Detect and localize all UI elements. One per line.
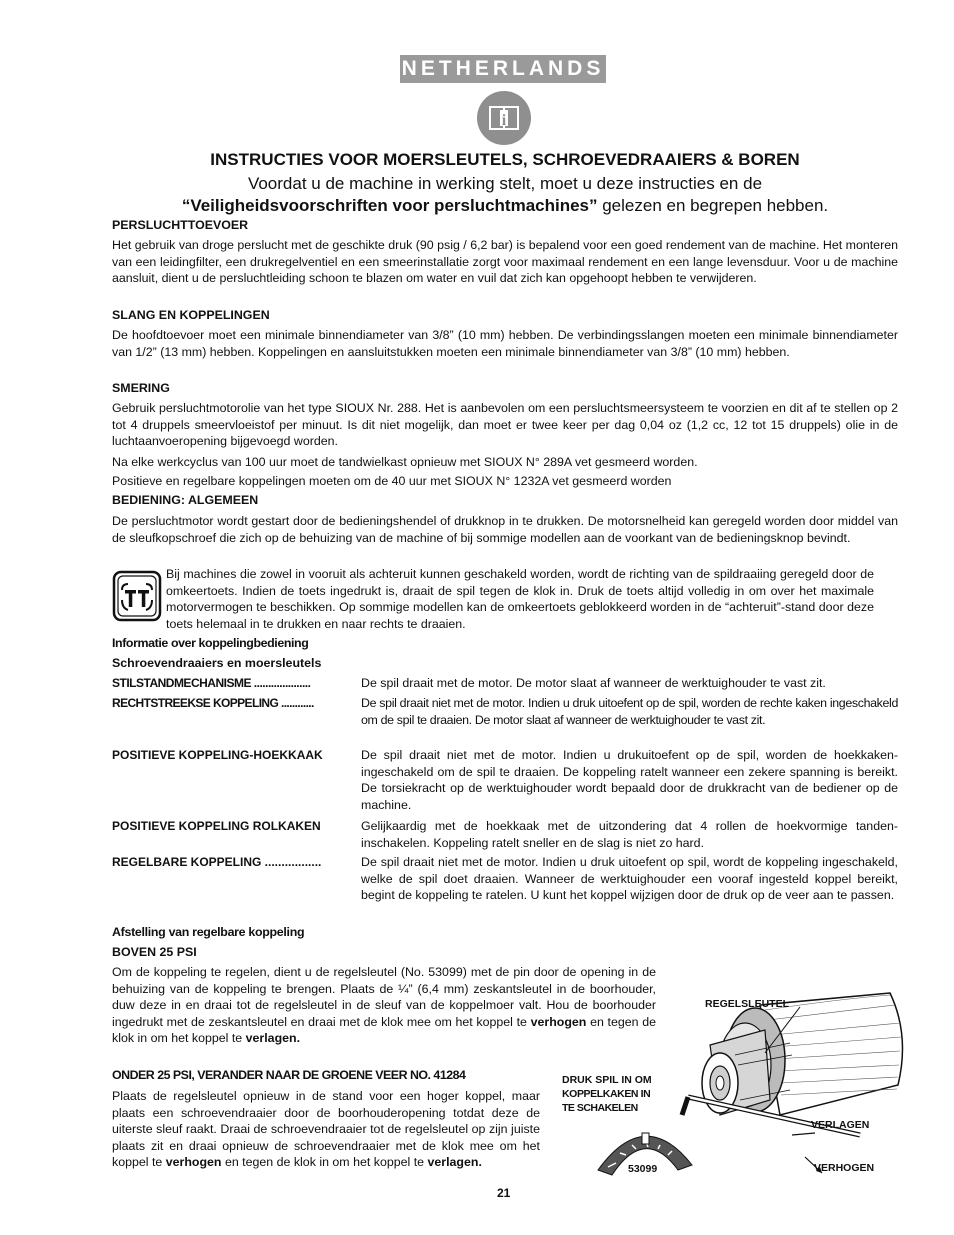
section-title-operation: BEDIENING: ALGEMEEN — [112, 493, 259, 507]
clutch-info-title: Informatie over koppelingbediening — [112, 636, 309, 650]
section-text-lube-2: Na elke werkcyclus van 100 uur moet de tandwielkast opnieuw met SIOUX N° 289A vet gesmeerd worden. — [112, 455, 698, 469]
adjust-below-text — [112, 1088, 540, 1171]
clutch-text-stall: De spil draait met de motor. De motor slaat af wanneer de werktuighouder te vast zit. — [361, 676, 826, 690]
clutch-text-adjustable: De spil draait niet met de motor. Indien u druk uitoefent op spil, wordt de koppeling ingeschakeld, welke de spil doet draaien. Wanneer de werktuighouder een vooraf ingesteld koppel bereikt, begint de koppeling te ratelen. U kunt het koppel wijzigen door de druk op de veer aan te passen. — [361, 855, 898, 903]
safety-title: “Veiligheidsvoorschriften voor persluchtmachines” — [181, 196, 598, 215]
section-text-air: Het gebruik van droge perslucht met de geschikte druk (90 psig / 6,2 bar) is bepalend voor een goed rendement van de machine. Het monteren van een leidingfilter, een drukregelventiel en een smeerinstallatie zorgt voor maximaal rendement en een lange levensduur. Voor u de machine aansluit, dient u de persluchtleiding schoon te blazen om water en vuil dat zich kan opgehoopt hebben te verwijderen. — [112, 238, 898, 286]
adjust-below-text-2: en tegen de klok in om het koppel te — [221, 1155, 428, 1170]
clutch-info-subtitle: Schroevendraaiers en moersleutels — [112, 656, 322, 670]
adjust-below-text-1: Plaats de regelsleutel opnieuw in de stand voor een hoger koppel, maar plaats een schroevendraaier door de boorhouderopening totdat deze de uiterste sleuf raakt. Draai de schroevendraaier tot de regelsleutel op zijn juiste plaats zit en draai opnieuw de schroevendraaier met de klok mee om het koppel te — [112, 1089, 540, 1170]
adjust-above-bold-2: verlagen. — [245, 1031, 301, 1046]
clutch-label-stall: STILSTANDMECHANISME .................... — [112, 676, 311, 690]
reverse-button-icon — [112, 570, 162, 622]
clutch-text-direct: De spil draait niet met de motor. Indien u druk uitoefent op de spil, worden de rechte kaken ingeschakeld om de spil te draaien. De motor slaat af wanneer de werktuighouder te vast zit. — [361, 696, 898, 727]
adjust-above-bold-1: verhogen — [530, 1014, 587, 1029]
page-number: 21 — [497, 1186, 511, 1200]
info-book-icon — [476, 90, 532, 146]
adjust-title: Afstelling van regelbare koppeling — [112, 925, 305, 939]
section-text-lube: Gebruik persluchtmotorolie van het type SIOUX Nr. 288. Het is aanbevolen om een persluchtsmeersysteem te voorzien en dit af te stellen op 2 tot 4 druppels smeervloeistof per minuut. Is dit niet mogelijk, dan moet er twee keer per dag 0,04 oz (1,2 cc, 12 tot 15 druppels) olie in de luchtaanvoeropening bijgevoegd worden. — [112, 401, 898, 449]
svg-text:i: i — [501, 112, 507, 129]
adjust-below-bold-2: verlagen. — [427, 1155, 482, 1170]
figure-label-lower: VERLAGEN — [811, 1119, 870, 1131]
adjust-below-bold-1: verhogen — [165, 1155, 222, 1170]
section-title-hose: SLANG EN KOPPELINGEN — [112, 308, 270, 322]
section-text-operation: De persluchtmotor wordt gestart door de bedieningshendel of drukknop in te drukken. De motorsnelheid kan geregeld worden door middel van de sleufkopschroef die zich op de behuizing van de machine of bij sommige modellen aan de voorkant van de bedieningsknop bevindt. — [112, 514, 898, 545]
adjust-above-text-2: en tegen de klok in om het koppel te — [112, 1014, 656, 1046]
main-title: INSTRUCTIES VOOR MOERSLEUTELS, SCHROEVEDRAAIERS & BOREN — [210, 150, 800, 169]
reverse-text: Bij machines die zowel in vooruit als achteruit kunnen geschakeld worden, wordt de richting van de spildraaiing geregeld door de omkeertoets. Indien de toets ingedrukt is, draait de spil tegen de klok in. Druk de toets altijd volledig in om over het maximale motorvermogen te beschikken. Op sommige modellen kan de omkeertoets geblokkeerd worden in de “achteruit”-stand door deze toets helemaal in te drukken en naar rechts te draaien. — [166, 567, 874, 631]
intro-line: Voordat u de machine in werking stelt, moet u deze instructies en de — [247, 174, 763, 193]
figure-label-press-3: TE SCHAKELEN — [562, 1102, 638, 1114]
adjust-below-title: ONDER 25 PSI, VERANDER NAAR DE GROENE VEER NO. 41284 — [112, 1068, 466, 1082]
clutch-label-adjustable: REGELBARE KOPPELING ................. — [112, 855, 322, 869]
figure-label-raise: VERHOGEN — [814, 1162, 875, 1174]
adjust-above-text-1: Om de koppeling te regelen, dient u de regelsleutel (No. 53099) met de pin door de opening in de behuizing van de koppeling te brengen. Plaats de ¼” (6,4 mm) zeskantsleutel in de boorhouder, duw deze in en draai tot de regelsleutel in de sleuf van de koppelmoer valt. Hou de boorhouder ingedrukt met de zeskantsleutel en draai met de klok mee om het koppel te — [112, 965, 656, 1029]
adjust-above-title: BOVEN 25 PSI — [112, 945, 197, 959]
clutch-text-angle: De spil draait niet met de motor. Indien u drukuitoefent op de spil, worden de hoekkaken-ingeschakeld om de spil te draaien. De koppeling ratelt wanneer een zekere spanning is bereikt. De torsiekracht op de werktuighouder wordt bepaald door de drukkracht van de bediener op de machine. — [361, 748, 898, 812]
section-text-lube-3: Positieve en regelbare koppelingen moeten om de 40 uur met SIOUX N° 1232A vet gesmeerd worden — [112, 474, 672, 488]
language-banner: NETHERLANDS — [400, 55, 606, 83]
clutch-text-roller: Gelijkaardig met de hoekkaak met de uitzondering dat 4 rollen de hoekvormige tanden-inschakelen. Koppeling ratelt sneller en de slag is niet zo hard. — [361, 819, 898, 850]
intro-line-2-rest: gelezen en begrepen hebben. — [597, 196, 829, 215]
figure-label-press-1: DRUK SPIL IN OM — [562, 1074, 652, 1086]
clutch-label-roller: POSITIEVE KOPPELING ROLKAKEN — [112, 819, 321, 833]
clutch-label-angle: POSITIEVE KOPPELING-HOEKKAAK — [112, 748, 323, 762]
section-title-air: PERSLUCHTTOEVOER — [112, 218, 249, 232]
figure-label-part: 53099 — [628, 1163, 658, 1175]
intro-line-2 — [100, 196, 910, 216]
clutch-label-direct: RECHTSTREEKSE KOPPELING ............ — [112, 696, 314, 710]
figure-label-press-2: KOPPELKAKEN IN — [562, 1088, 651, 1100]
section-text-hose: De hoofdtoevoer moet een minimale binnendiameter van 3/8” (10 mm) hebben. De verbindingsslangen moeten een minimale binnendiameter van 1/2” (13 mm) hebben. Koppelingen en aansluitstukken moeten een minimale binnendiameter van 3/8” (10 mm) hebben. — [112, 328, 898, 359]
figure-label-key: REGELSLEUTEL — [705, 998, 790, 1010]
section-title-lube: SMERING — [112, 381, 170, 395]
